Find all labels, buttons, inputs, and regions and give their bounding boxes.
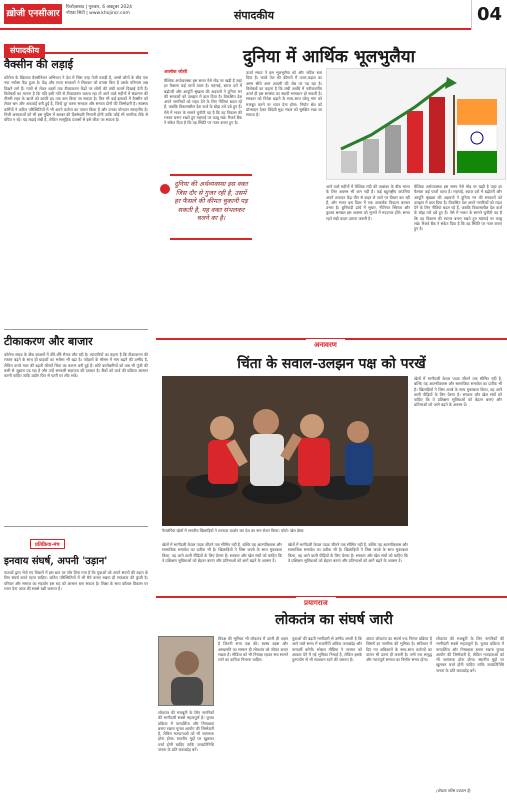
section-rule	[156, 596, 507, 610]
editorial-column-2: ऊर्जा संकट ने इस भूलभुलैया को और जटिल बना दिया है। कच्चे तेल की कीमतों में उतार-चढ़ाव का असर सीधे आम आदमी की जेब पर पड़ रहा है। विशेषज्ञों का कहना है कि लंबी अवधि में नवीकरणीय ऊर्जा ही इस समस्या का स्थायी समाधान हो सकती है। सरकार को निवेश बढ़ाने के साथ-साथ घरेलू मांग को मजबूत करने पर ध्यान देना होगा। निर्यात क्षेत्र को प्रोत्साहन देकर विदेशी मुद्रा भंडार को सुरक्षित रखा जा सकता है।	[246, 70, 322, 118]
article-body-market: कोरोना संकट के बीच बाजारों में धीरे-धीरे रौनक लौट रही है। व्यापारियों का कहना है कि टीकाकरण की रफ्तार बढ़ने के साथ ही ग्राहकों का भरोसा भी बढ़ा है। त्योहारों के मौसम में मांग बढ़ने की उम्मीद है, लेकिन कच्चे माल की बढ़ती कीमतें चिंता का कारण बनी हुई हैं। छोटे कारोबारियों को अब भी पूंजी की कमी से जूझना पड़ रहा है और उन्हें सरकारी सहायता की दरकार है। बैंकों को कर्ज की प्रक्रिया आसान करनी चाहिए ताकि उद्योग फिर से पटरी पर लौट सकें।	[4, 352, 148, 379]
section-label: प्रयागराज	[296, 597, 336, 609]
democracy-column-5: लोकतंत्र की मजबूती के लिए नागरिकों की भागीदारी सबसे महत्वपूर्ण है। चुनाव प्रक्रिया में पारदर्शिता और निष्पक्षता बनाए रखना चुनाव आयोग की जिम्मेदारी है, लेकिन मतदाताओं को भी जागरूक होना होगा। स्थानीय मुद्दों पर खुलकर चर्चा होनी चाहिए ताकि जनप्रतिनिधि जनता के प्रति जवाबदेह बनें।	[436, 636, 504, 673]
section-band	[4, 38, 148, 54]
editorial-column-1: वैश्विक अर्थव्यवस्था इस समय ऐसे मोड़ पर खड़ी है जहां हर फैसला कई परतों वाला है। महंगाई, ब्याज दरों में बढ़ोतरी और आपूर्ति श्रृंखला की अड़चनों ने दुनिया भर की सरकारों को उलझन में डाल दिया है। विकसित देश अपने नागरिकों को राहत देने के लिए नीतियां बदल रहे हैं, जबकि विकासशील देश कर्ज के बोझ तले दबे हुए हैं। ऐसे में भारत के सामने चुनौती यह है कि वह विकास की रफ्तार बनाए रखते हुए महंगाई पर काबू रखे। रिजर्व बैंक ने संकेत दिया है कि वह स्थिति पर नजर बनाए हुए है।	[164, 78, 242, 126]
democracy-article	[156, 596, 507, 800]
article-headline-vaccine: वैक्सीन की लड़ाई	[4, 58, 73, 71]
reader-forum-label: प्रतिक्रिया-मंच	[30, 539, 65, 549]
quote-marker-icon	[160, 184, 170, 194]
editorial-article	[156, 34, 507, 334]
editorial-column-4: वैश्विक अर्थव्यवस्था इस समय ऐसे मोड़ पर खड़ी है जहां हर फैसला कई परतों वाला है। महंगाई, ब्याज दरों में बढ़ोतरी और आपूर्ति श्रृंखला की अड़चनों ने दुनिया भर की सरकारों को उलझन में डाल दिया है। विकसित देश अपने नागरिकों को राहत देने के लिए नीतियां बदल रहे हैं, जबकि विकासशील देश कर्ज के बोझ तले दबे हुए हैं। ऐसे में भारत के सामने चुनौती यह है कि वह विकास की रफ्तार बनाए रखते हुए महंगाई पर काबू रखे। रिजर्व बैंक ने संकेत दिया है कि वह स्थिति पर नजर बनाए हुए है।	[414, 184, 502, 232]
issue-date: फ़िरोज़ाबाद | गुरुवार, 6 अक्टूबर 2024	[66, 5, 132, 10]
democracy-column-3: युवाओं की बढ़ती भागीदारी से उम्मीद जगती है कि आने वाले समय में राजनीति अधिक जवाबदेह और पारदर्शी बनेगी। सोशल मीडिया ने जनमत को आकार देने में नई भूमिका निभाई है, लेकिन इसके दुरुपयोग से भी सावधान रहने की जरूरत है।	[292, 636, 362, 663]
article-body-flight: पाठकों द्वारा भेजे गए विचारों में इस बात पर जोर दिया गया है कि युवाओं को अपने सपनों की उड़ान के लिए संघर्ष करते रहना चाहिए। कठिन परिस्थितियों में भी धैर्य बनाए रखना ही सफलता की कुंजी है। परिवार और समाज का सहयोग इस राह को आसान बना सकता है। शिक्षा के साथ कौशल विकास पर ध्यान देना आज की सबसे बड़ी जरूरत है।	[4, 570, 148, 591]
author-portrait-image	[159, 637, 214, 706]
democracy-column-4: अंततः लोकतंत्र का संघर्ष एक निरंतर प्रक्रिया है जिसमें हर नागरिक की भूमिका है। संविधान में दिए गए अधिकारों के साथ-साथ कर्तव्यों का पालन भी उतना ही जरूरी है। तभी एक समृद्ध और न्यायपूर्ण समाज का निर्माण संभव होगा।	[366, 636, 432, 663]
author-photo	[158, 636, 214, 706]
article-headline-market: टीकाकरण और बाजार	[4, 335, 93, 348]
democracy-headline: लोकतंत्र का संघर्ष जारी	[275, 612, 393, 628]
issue-meta	[66, 5, 206, 17]
section-rule	[156, 338, 507, 352]
author-note: (लेखक वरिष्ठ पत्रकार हैं)	[436, 788, 471, 793]
divider	[4, 329, 148, 330]
section-label: अनावरण	[306, 339, 345, 351]
article-body-vaccine: कोरोना के खिलाफ वैक्सीनेशन अभियान ने देश में जिस तरह तेजी पकड़ी है, उससे लोगों के बीच एक नया भरोसा पैदा हुआ है। केंद्र और राज्य सरकारों ने मिलकर जो प्रयास किए हैं उसके परिणाम अब दिखने लगे हैं। गांवों से लेकर शहरों तक टीकाकरण केंद्रों पर लोगों की लंबी कतारें दिखाई देती हैं। विशेषज्ञों का मानना है कि यदि इसी गति से टीकाकरण चलता रहा तो आने वाले महीनों में संक्रमण की तीसरी लहर के खतरे को काफी हद तक कम किया जा सकता है। फिर भी कई इलाकों में वैक्सीन को लेकर भ्रम और अफवाहें बनी हुई हैं, जिन्हें दूर करना सरकार और समाज दोनों की जिम्मेदारी है। स्वास्थ्य कर्मियों ने कठिन परिस्थितियों में भी अपने कर्तव्य का पालन किया है और उनका योगदान सराहनीय है। निजी अस्पतालों को भी इस मुहिम में बराबर की हिस्सेदारी निभानी होगी ताकि कोई भी नागरिक टीके से वंचित न रहे। यह लड़ाई लंबी है, लेकिन सामूहिक प्रयासों से इसे जीता जा सकता है।	[4, 75, 148, 123]
sports-headline: चिंता के सवाल-उलझन पक्ष को परखें	[237, 356, 426, 372]
newspaper-logo: ख़ोजी एनसीआर	[4, 4, 62, 24]
page-number: 04	[471, 0, 507, 30]
pull-quote: दुनिया की अर्थव्यवस्था इस वक्त जिस दौर से गुजर रही है, उसमें हर फैसले की कीमत चुकानी पड़ सकती है, यह वक्त संभलकर चलने का है।	[170, 174, 252, 240]
section-tag: संपादकीय	[4, 44, 45, 58]
team-photo	[162, 376, 408, 526]
sports-body-continued-2: खेलों में भागीदारी केवल पदक जीतने तक सीमित नहीं है, बल्कि यह आत्मविश्वास और सामाजिक समावेश का प्रतीक भी है। खिलाड़ियों ने जिस जज्बे के साथ मुकाबला किया, वह आने वाली पीढ़ियों के लिए प्रेरणा है। सरकार और खेल संघों को चाहिए कि वे प्रशिक्षण सुविधाओं को बेहतर बनाएं और प्रतिभाओं को आगे बढ़ने के अवसर दें।	[288, 542, 408, 563]
editorial-author: आलोक जोशी	[164, 70, 188, 75]
editorial-headline: दुनिया में आर्थिक भूलभुलैया	[243, 47, 415, 67]
athletes-celebration-image	[162, 376, 408, 526]
photo-caption: पैरालंपिक खेलों में भारतीय खिलाड़ियों ने शानदार प्रदर्शन कर देश का नाम रोशन किया। फोटो: खेल डेस्क	[162, 528, 304, 533]
issue-edition: नोएडा सिटी | www.khojincr.com	[66, 11, 130, 16]
editorial-column-3: आने वाले महीनों में वैश्विक मंदी की आशंका के बीच भारत के लिए अवसर भी कम नहीं हैं। कई बहुराष्ट्रीय कंपनियां अपने उत्पादन केंद्र चीन से बाहर ले जाने पर विचार कर रही हैं, और भारत इस दिशा में एक आकर्षक विकल्प बनकर उभरा है। बुनियादी ढांचे में सुधार, नीतिगत स्थिरता और कुशल श्रमबल इस अवसर को भुनाने में मददगार होंगे। समय रहते सही कदम उठाना जरूरी है।	[326, 184, 410, 221]
article-headline-flight: इनवाय संघर्ष, अपनी 'उड़ान'	[4, 556, 108, 567]
rising-bars-graphic	[327, 69, 506, 180]
divider	[4, 526, 148, 527]
left-column	[0, 34, 152, 800]
sports-article	[156, 338, 507, 594]
democracy-column-2: विपक्ष की भूमिका भी लोकतंत्र में उतनी ही अहम है जितनी सत्ता पक्ष की। स्वस्थ बहस और असहमति का सम्मान ही लोकतंत्र को जीवंत बनाए रखता है। मीडिया को भी निष्पक्ष रहकर सच सामने लाने का दायित्व निभाना चाहिए।	[218, 636, 288, 663]
masthead	[0, 0, 507, 30]
sports-body: खेलों में भागीदारी केवल पदक जीतने तक सीमित नहीं है, बल्कि यह आत्मविश्वास और सामाजिक समावेश का प्रतीक भी है। खिलाड़ियों ने जिस जज्बे के साथ मुकाबला किया, वह आने वाली पीढ़ियों के लिए प्रेरणा है। सरकार और खेल संघों को चाहिए कि वे प्रशिक्षण सुविधाओं को बेहतर बनाएं और प्रतिभाओं को आगे बढ़ने के अवसर दें।	[414, 376, 502, 408]
sports-body-continued: खेलों में भागीदारी केवल पदक जीतने तक सीमित नहीं है, बल्कि यह आत्मविश्वास और सामाजिक समावेश का प्रतीक भी है। खिलाड़ियों ने जिस जज्बे के साथ मुकाबला किया, वह आने वाली पीढ़ियों के लिए प्रेरणा है। सरकार और खेल संघों को चाहिए कि वे प्रशिक्षण सुविधाओं को बेहतर बनाएं और प्रतिभाओं को आगे बढ़ने के अवसर दें।	[162, 542, 282, 563]
section-title: संपादकीय	[233, 9, 275, 22]
democracy-column-1: लोकतंत्र की मजबूती के लिए नागरिकों की भागीदारी सबसे महत्वपूर्ण है। चुनाव प्रक्रिया में पारदर्शिता और निष्पक्षता बनाए रखना चुनाव आयोग की जिम्मेदारी है, लेकिन मतदाताओं को भी जागरूक होना होगा। स्थानीय मुद्दों पर खुलकर चर्चा होनी चाहिए ताकि जनप्रतिनिधि जनता के प्रति जवाबदेह बनें।	[158, 710, 214, 753]
economy-illustration	[326, 68, 506, 180]
